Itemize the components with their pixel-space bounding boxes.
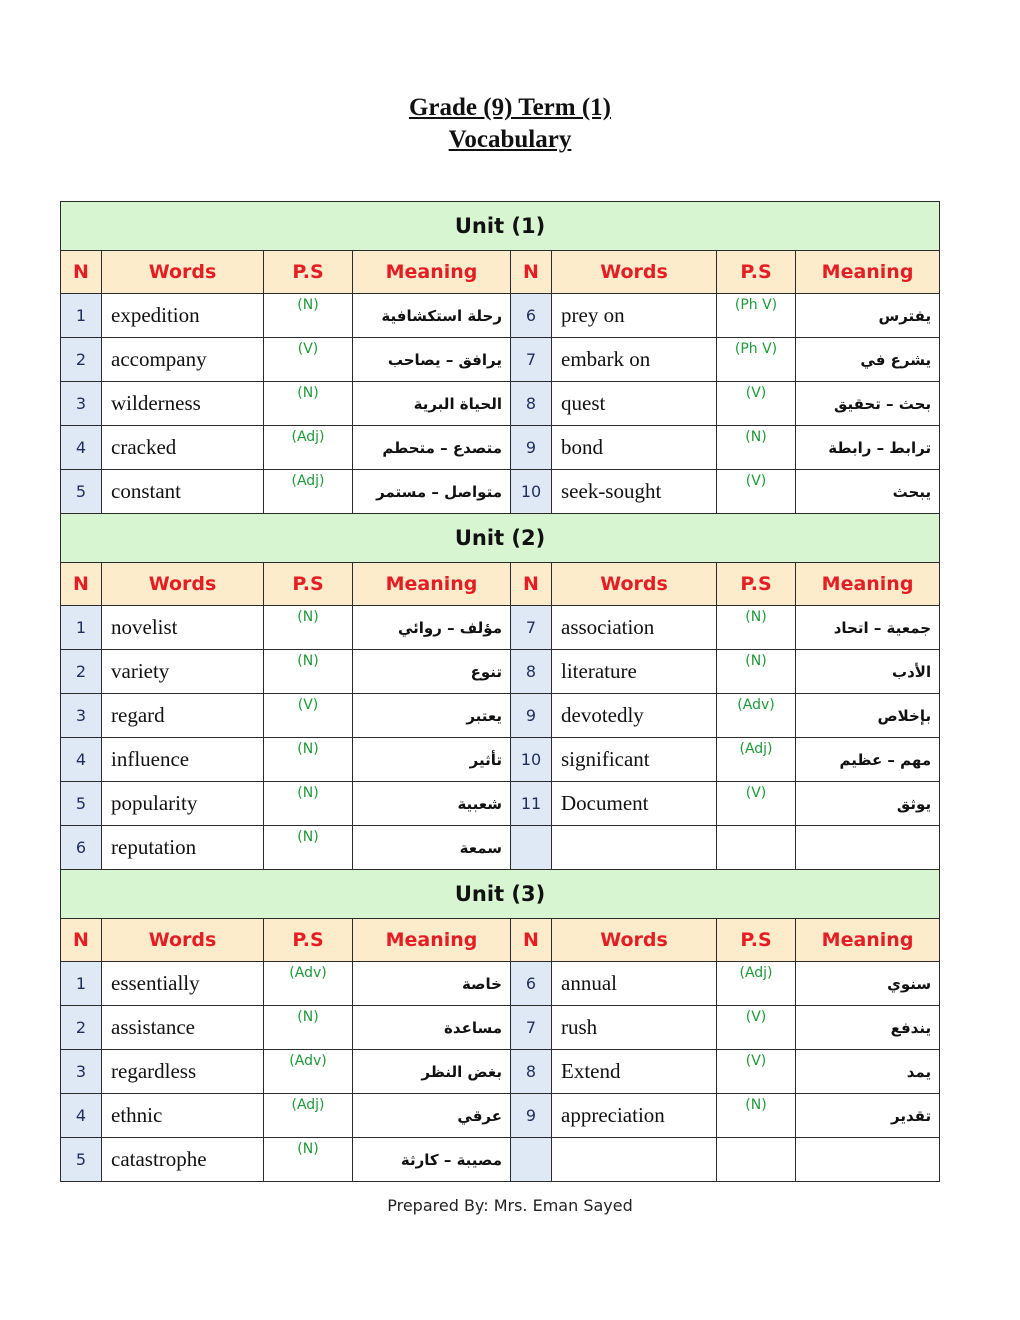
entry-part-of-speech: (Adv)	[264, 1050, 353, 1094]
entry-meaning: متواصل – مستمر	[353, 470, 511, 514]
entry-part-of-speech: (V)	[717, 1006, 796, 1050]
table-row	[61, 1050, 940, 1094]
column-header-n: N	[511, 919, 552, 962]
entry-word: wilderness	[102, 382, 264, 426]
entry-word: literature	[552, 650, 717, 694]
entry-word: popularity	[102, 782, 264, 826]
entry-number: 9	[511, 426, 552, 470]
entry-part-of-speech: (N)	[264, 294, 353, 338]
entry-number: 1	[61, 962, 102, 1006]
entry-number: 4	[61, 1094, 102, 1138]
unit-title-row	[61, 870, 940, 919]
entry-meaning: يفترس	[796, 294, 940, 338]
entry-word: regardless	[102, 1050, 264, 1094]
entry-number: 1	[61, 294, 102, 338]
entry-part-of-speech: (V)	[717, 470, 796, 514]
entry-meaning: يبحث	[796, 470, 940, 514]
column-header-n: N	[61, 251, 102, 294]
entry-meaning: بغض النظر	[353, 1050, 511, 1094]
table-row	[61, 1138, 940, 1182]
entry-number: 3	[61, 382, 102, 426]
column-header-n: N	[61, 563, 102, 606]
entry-meaning: مهم – عظيم	[796, 738, 940, 782]
entry-word: significant	[552, 738, 717, 782]
unit-title: Unit (1)	[61, 202, 940, 251]
entry-word: essentially	[102, 962, 264, 1006]
unit-title-row	[61, 202, 940, 251]
entry-number: 3	[61, 694, 102, 738]
entry-part-of-speech: (N)	[717, 1094, 796, 1138]
entry-number: 4	[61, 738, 102, 782]
entry-word: Document	[552, 782, 717, 826]
entry-number: 8	[511, 382, 552, 426]
entry-meaning: ترابط – رابطة	[796, 426, 940, 470]
entry-part-of-speech: (N)	[717, 650, 796, 694]
entry-word: ethnic	[102, 1094, 264, 1138]
column-header-row	[61, 251, 940, 294]
unit-title: Unit (3)	[61, 870, 940, 919]
entry-number: 6	[511, 962, 552, 1006]
entry-part-of-speech: (Adj)	[264, 426, 353, 470]
entry-part-of-speech: (Adj)	[264, 470, 353, 514]
entry-number: 7	[511, 1006, 552, 1050]
entry-word: seek-sought	[552, 470, 717, 514]
table-row	[61, 962, 940, 1006]
entry-meaning: مصيبة – كارثة	[353, 1138, 511, 1182]
entry-part-of-speech: (V)	[264, 338, 353, 382]
entry-meaning: سمعة	[353, 826, 511, 870]
entry-number: 10	[511, 738, 552, 782]
entry-number: 10	[511, 470, 552, 514]
column-header-n: N	[511, 251, 552, 294]
entry-word: association	[552, 606, 717, 650]
entry-part-of-speech: (N)	[264, 382, 353, 426]
table-row	[61, 1006, 940, 1050]
entry-part-of-speech: (V)	[717, 782, 796, 826]
table-row	[61, 426, 940, 470]
entry-meaning	[796, 1138, 940, 1182]
entry-word: appreciation	[552, 1094, 717, 1138]
table-row	[61, 782, 940, 826]
entry-word: annual	[552, 962, 717, 1006]
column-header-words: Words	[102, 919, 264, 962]
entry-part-of-speech: (Adj)	[264, 1094, 353, 1138]
entry-word: expedition	[102, 294, 264, 338]
entry-word: prey on	[552, 294, 717, 338]
entry-meaning: يشرع في	[796, 338, 940, 382]
column-header-n: N	[511, 563, 552, 606]
entry-meaning: بإخلاص	[796, 694, 940, 738]
column-header-meaning: Meaning	[353, 919, 511, 962]
column-header-n: N	[61, 919, 102, 962]
entry-number: 11	[511, 782, 552, 826]
entry-meaning: سنوي	[796, 962, 940, 1006]
entry-word: regard	[102, 694, 264, 738]
column-header-meaning: Meaning	[796, 251, 940, 294]
page-subtitle: Vocabulary	[448, 126, 572, 153]
entry-part-of-speech: (N)	[264, 606, 353, 650]
entry-part-of-speech: (N)	[264, 1006, 353, 1050]
table-row	[61, 606, 940, 650]
entry-part-of-speech: (V)	[717, 1050, 796, 1094]
unit-title-row	[61, 514, 940, 563]
entry-word: rush	[552, 1006, 717, 1050]
entry-part-of-speech: (V)	[264, 694, 353, 738]
entry-number: 8	[511, 650, 552, 694]
column-header-ps: P.S	[264, 919, 353, 962]
entry-word: catastrophe	[102, 1138, 264, 1182]
entry-meaning: تأثير	[353, 738, 511, 782]
column-header-ps: P.S	[264, 563, 353, 606]
unit-title: Unit (2)	[61, 514, 940, 563]
page-title: Grade (9) Term (1)	[408, 94, 612, 121]
column-header-meaning: Meaning	[796, 919, 940, 962]
entry-part-of-speech: (N)	[717, 606, 796, 650]
entry-part-of-speech: (Ph V)	[717, 338, 796, 382]
entry-number: 9	[511, 1094, 552, 1138]
entry-part-of-speech: (Adv)	[717, 694, 796, 738]
entry-meaning: يمد	[796, 1050, 940, 1094]
entry-word: assistance	[102, 1006, 264, 1050]
entry-part-of-speech: (Ph V)	[717, 294, 796, 338]
entry-word: novelist	[102, 606, 264, 650]
entry-part-of-speech: (N)	[264, 738, 353, 782]
table-row	[61, 650, 940, 694]
entry-number	[511, 826, 552, 870]
entry-part-of-speech: (Adj)	[717, 962, 796, 1006]
table-row	[61, 694, 940, 738]
prepared-by: Prepared By: Mrs. Eman Sayed	[387, 1196, 633, 1215]
entry-number: 5	[61, 470, 102, 514]
entry-part-of-speech: (N)	[264, 826, 353, 870]
table-row	[61, 1094, 940, 1138]
column-header-ps: P.S	[717, 919, 796, 962]
entry-word: devotedly	[552, 694, 717, 738]
table-row	[61, 738, 940, 782]
entry-meaning: مؤلف – روائي	[353, 606, 511, 650]
entry-word: bond	[552, 426, 717, 470]
table-row	[61, 470, 940, 514]
entry-meaning: شعبية	[353, 782, 511, 826]
entry-meaning: مساعدة	[353, 1006, 511, 1050]
entry-number: 7	[511, 338, 552, 382]
entry-meaning: عرقي	[353, 1094, 511, 1138]
column-header-words: Words	[552, 919, 717, 962]
entry-word: constant	[102, 470, 264, 514]
entry-number: 8	[511, 1050, 552, 1094]
entry-number: 2	[61, 1006, 102, 1050]
entry-meaning: جمعية – اتحاد	[796, 606, 940, 650]
entry-meaning: تنوع	[353, 650, 511, 694]
table-row	[61, 382, 940, 426]
entry-word: cracked	[102, 426, 264, 470]
entry-word: reputation	[102, 826, 264, 870]
entry-word: variety	[102, 650, 264, 694]
entry-meaning: رحلة استكشافية	[353, 294, 511, 338]
entry-word: accompany	[102, 338, 264, 382]
entry-part-of-speech: (N)	[264, 650, 353, 694]
column-header-ps: P.S	[264, 251, 353, 294]
entry-number: 5	[61, 782, 102, 826]
entry-number: 3	[61, 1050, 102, 1094]
entry-meaning	[796, 826, 940, 870]
entry-meaning: بحث – تحقيق	[796, 382, 940, 426]
table-row	[61, 826, 940, 870]
entry-number: 2	[61, 338, 102, 382]
entry-meaning: يعتبر	[353, 694, 511, 738]
entry-part-of-speech: (N)	[264, 782, 353, 826]
entry-part-of-speech: (N)	[717, 426, 796, 470]
column-header-meaning: Meaning	[353, 251, 511, 294]
column-header-ps: P.S	[717, 563, 796, 606]
column-header-words: Words	[552, 563, 717, 606]
entry-number: 5	[61, 1138, 102, 1182]
entry-part-of-speech	[717, 1138, 796, 1182]
entry-word	[552, 1138, 717, 1182]
vocabulary-table	[60, 201, 940, 1182]
entry-part-of-speech: (N)	[264, 1138, 353, 1182]
entry-word: embark on	[552, 338, 717, 382]
entry-part-of-speech: (V)	[717, 382, 796, 426]
entry-meaning: متصدع – متحطم	[353, 426, 511, 470]
column-header-meaning: Meaning	[796, 563, 940, 606]
entry-number: 2	[61, 650, 102, 694]
entry-number: 1	[61, 606, 102, 650]
column-header-row	[61, 919, 940, 962]
entry-word: Extend	[552, 1050, 717, 1094]
entry-number: 4	[61, 426, 102, 470]
column-header-words: Words	[552, 251, 717, 294]
entry-number: 7	[511, 606, 552, 650]
column-header-words: Words	[102, 251, 264, 294]
entry-meaning: تقدير	[796, 1094, 940, 1138]
entry-meaning: خاصة	[353, 962, 511, 1006]
entry-word: influence	[102, 738, 264, 782]
entry-meaning: يرافق – يصاحب	[353, 338, 511, 382]
entry-part-of-speech	[717, 826, 796, 870]
entry-part-of-speech: (Adv)	[264, 962, 353, 1006]
entry-meaning: يوثق	[796, 782, 940, 826]
table-row	[61, 338, 940, 382]
column-header-words: Words	[102, 563, 264, 606]
column-header-ps: P.S	[717, 251, 796, 294]
column-header-meaning: Meaning	[353, 563, 511, 606]
entry-meaning: الأدب	[796, 650, 940, 694]
entry-number: 6	[61, 826, 102, 870]
entry-meaning: يندفع	[796, 1006, 940, 1050]
entry-word: quest	[552, 382, 717, 426]
column-header-row	[61, 563, 940, 606]
entry-part-of-speech: (Adj)	[717, 738, 796, 782]
entry-number: 9	[511, 694, 552, 738]
entry-number: 6	[511, 294, 552, 338]
entry-meaning: الحياة البرية	[353, 382, 511, 426]
entry-word	[552, 826, 717, 870]
entry-number	[511, 1138, 552, 1182]
table-row	[61, 294, 940, 338]
